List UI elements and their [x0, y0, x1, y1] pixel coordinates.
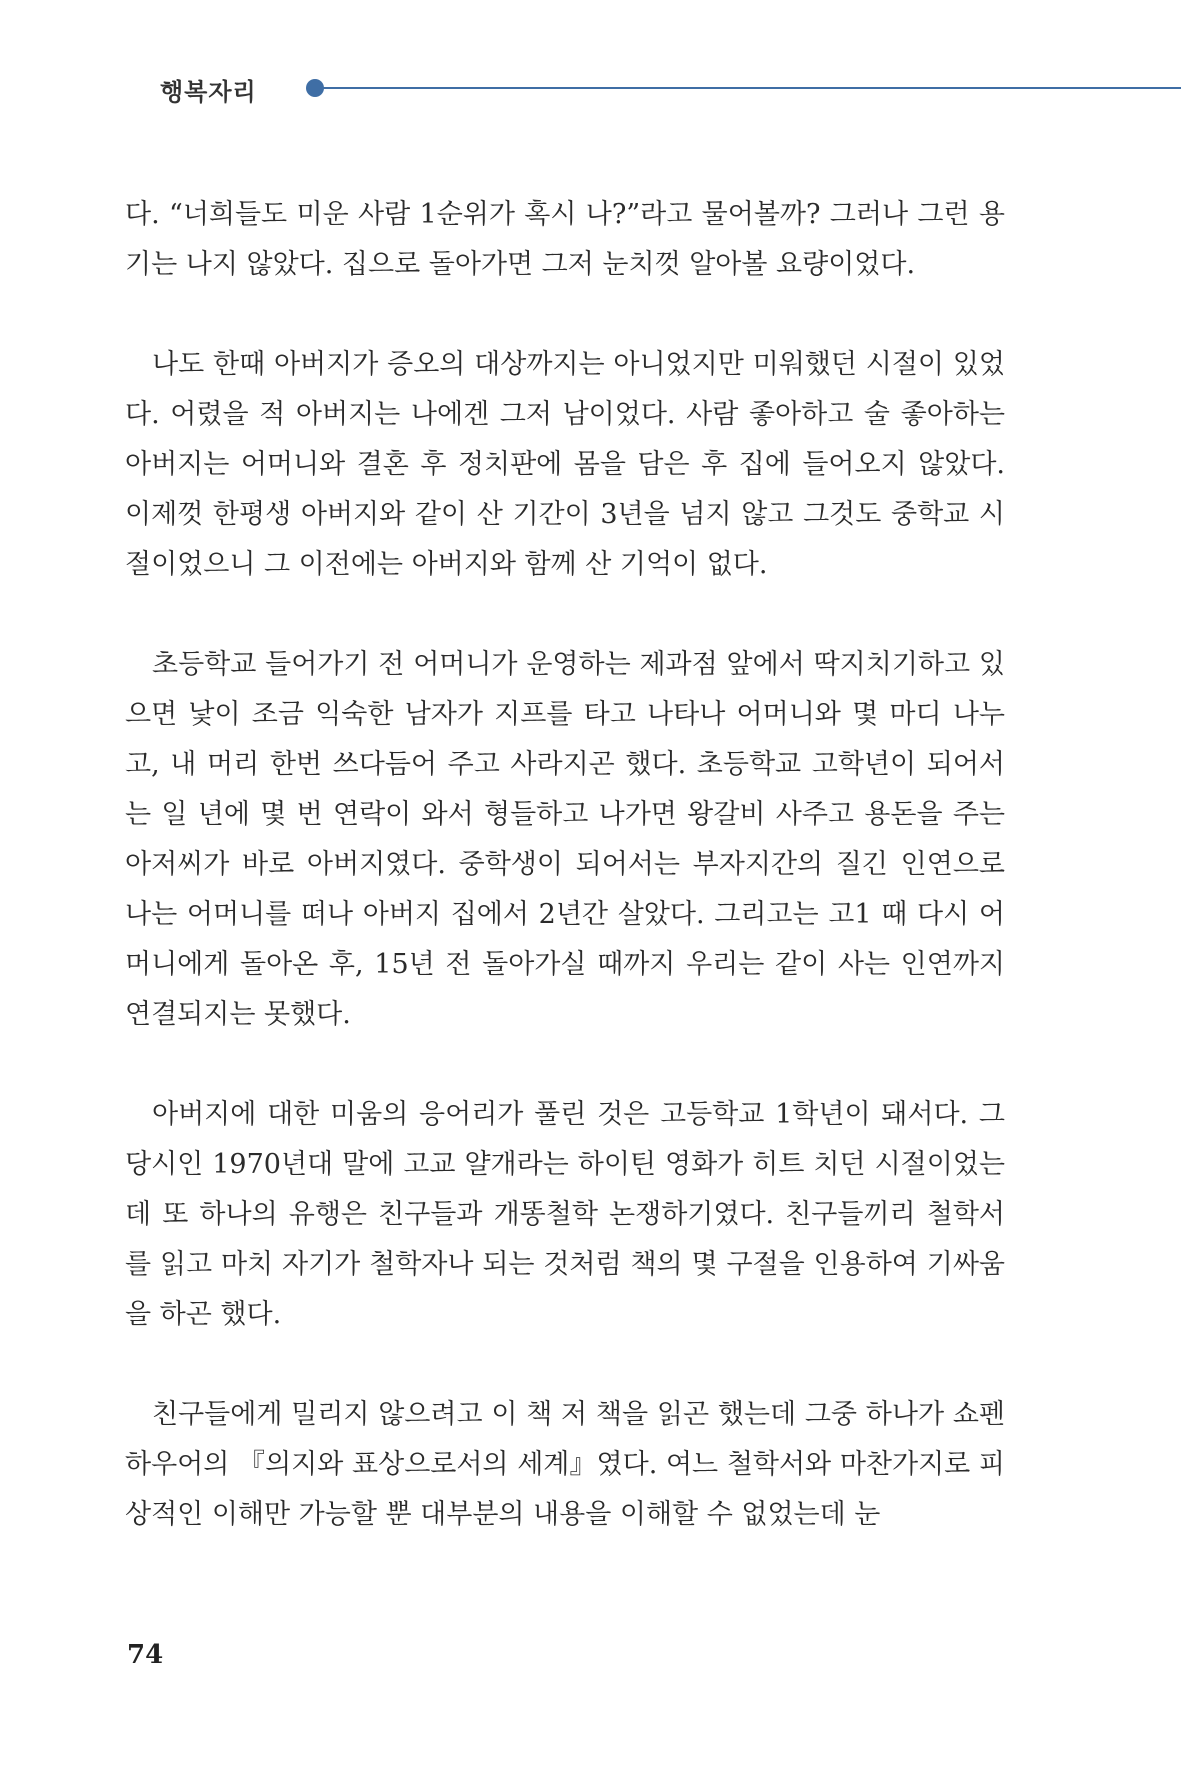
running-header-title: 행복자리	[160, 78, 257, 106]
paragraph-1: 다. “너희들도 미운 사람 1순위가 혹시 나?”라고 물어볼까? 그러나 그런 용기는 나지 않았다. 집으로 돌아가면 그저 눈치껏 알아볼 요량이었다.	[125, 199, 1005, 280]
paragraph-2: 나도 한때 아버지가 증오의 대상까지는 아니었지만 미워했던 시절이 있었다. 어렸을 적 아버지는 나에겐 그저 남이었다. 사람 좋아하고 술 좋아하는 아버지는 어머니와 결혼 후 정치판에 몸을 담은 후 집에 들어오지 않았다. 이제껏 한평생 아버지와 같이 산 기간이 3년을 넘지 않고 그것도 중학교 시절이었으니 그 이전에는 아버지와 함께 산 기억이 없다.	[125, 349, 1005, 580]
page-number: 74	[127, 1640, 164, 1670]
header-rule	[322, 87, 1181, 89]
running-header	[0, 0, 1181, 180]
paragraph-5: 친구들에게 밀리지 않으려고 이 책 저 책을 읽곤 했는데 그중 하나가 쇼펜하우어의 『의지와 표상으로서의 세계』였다. 여느 철학서와 마찬가지로 피상적인 이해만 가능할 뿐 대부분의 내용을 이해할 수 없었는데 눈	[125, 1399, 1005, 1530]
paragraph-4: 아버지에 대한 미움의 응어리가 풀린 것은 고등학교 1학년이 돼서다. 그 당시인 1970년대 말에 고교 얄개라는 하이틴 영화가 히트 치던 시절이었는데 또 하나의 유행은 친구들과 개똥철학 논쟁하기였다. 친구들끼리 철학서를 읽고 마치 자기가 철학자나 되는 것처럼 책의 몇 구절을 인용하여 기싸움을 하곤 했다.	[125, 1099, 1005, 1330]
paragraph-3: 초등학교 들어가기 전 어머니가 운영하는 제과점 앞에서 딱지치기하고 있으면 낯이 조금 익숙한 남자가 지프를 타고 나타나 어머니와 몇 마디 나누고, 내 머리 한번 쓰다듬어 주고 사라지곤 했다. 초등학교 고학년이 되어서는 일 년에 몇 번 연락이 와서 형들하고 나가면 왕갈비 사주고 용돈을 주는 아저씨가 바로 아버지였다. 중학생이 되어서는 부자지간의 질긴 인연으로 나는 어머니를 떠나 아버지 집에서 2년간 살았다. 그리고는 고1 때 다시 어머니에게 돌아온 후, 15년 전 돌아가실 때까지 우리는 같이 사는 인연까지 연결되지는 못했다.	[125, 649, 1005, 1030]
body-text	[125, 190, 1005, 1590]
